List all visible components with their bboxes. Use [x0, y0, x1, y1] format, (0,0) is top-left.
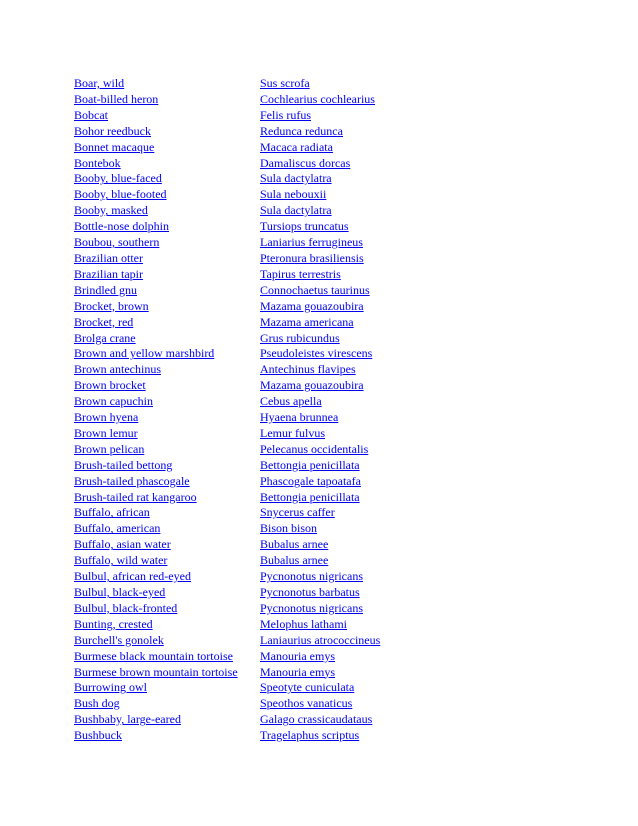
common-name-link[interactable]: Bulbul, black-eyed — [74, 585, 166, 599]
common-name-link[interactable]: Burchell's gonolek — [74, 632, 164, 647]
scientific-name-cell — [260, 108, 460, 124]
common-name-link[interactable]: Brindled gnu — [74, 282, 137, 297]
scientific-name-cell — [260, 203, 460, 219]
scientific-name-cell — [260, 410, 460, 426]
scientific-name-link[interactable]: Pycnonotus nigricans — [260, 569, 363, 584]
table-row — [74, 76, 460, 92]
common-name-cell — [74, 505, 260, 521]
scientific-name-link[interactable]: Manouria emys — [260, 664, 335, 679]
common-name-cell — [74, 426, 260, 442]
scientific-name-link[interactable]: Tapirus terrestris — [260, 266, 341, 281]
common-name-cell — [74, 140, 260, 156]
table-row — [74, 617, 460, 633]
scientific-name-link[interactable]: Laniaurius atrococcineus — [260, 632, 381, 647]
table-row — [74, 362, 460, 378]
common-name-link[interactable]: Bushbaby, large-eared — [74, 712, 181, 727]
scientific-name-link[interactable]: Snycerus caffer — [260, 505, 335, 520]
table-row — [74, 728, 460, 744]
scientific-name-link[interactable]: Sus scrofa — [260, 76, 310, 90]
scientific-name-cell — [260, 283, 460, 299]
scientific-name-link[interactable]: Mazama gouazoubira — [260, 378, 364, 393]
table-row — [74, 649, 460, 665]
scientific-name-cell — [260, 585, 460, 601]
scientific-name-cell — [260, 665, 460, 681]
scientific-name-link[interactable]: Tragelaphus scriptus — [260, 728, 360, 743]
common-name-cell — [74, 156, 260, 172]
common-name-link[interactable]: Burmese brown mountain tortoise — [74, 664, 238, 679]
table-row — [74, 219, 460, 235]
scientific-name-cell — [260, 92, 460, 108]
table-row — [74, 410, 460, 426]
common-name-link[interactable]: Brown lemur — [74, 425, 138, 440]
common-name-cell — [74, 521, 260, 537]
common-name-cell — [74, 267, 260, 283]
table-row — [74, 108, 460, 124]
common-name-cell — [74, 712, 260, 728]
common-name-cell — [74, 187, 260, 203]
scientific-name-link[interactable]: Sula dactylatra — [260, 171, 332, 186]
scientific-name-cell — [260, 569, 460, 585]
common-name-cell — [74, 537, 260, 553]
common-name-link[interactable]: Bulbul, african red-eyed — [74, 569, 191, 584]
common-name-link[interactable]: Brown and yellow marshbird — [74, 346, 215, 361]
common-name-cell — [74, 76, 260, 92]
scientific-name-link[interactable]: Mazama gouazoubira — [260, 298, 364, 313]
table-row — [74, 140, 460, 156]
scientific-name-link[interactable]: Pteronura brasiliensis — [260, 250, 364, 265]
common-name-link[interactable]: Brush-tailed phascogale — [74, 473, 190, 488]
common-name-link[interactable]: Buffalo, asian water — [74, 537, 171, 552]
common-name-cell — [74, 362, 260, 378]
common-name-link[interactable]: Brocket, red — [74, 314, 134, 329]
scientific-name-link[interactable]: Melophus lathami — [260, 616, 347, 631]
table-row — [74, 346, 460, 362]
common-name-link[interactable]: Burrowing owl — [74, 680, 147, 695]
common-name-link[interactable]: Booby, blue-footed — [74, 187, 167, 202]
scientific-name-cell — [260, 649, 460, 665]
table-row — [74, 299, 460, 315]
scientific-name-link[interactable]: Galago crassicaudataus — [260, 712, 373, 727]
table-row — [74, 187, 460, 203]
scientific-name-link[interactable]: Manouria emys — [260, 648, 335, 663]
scientific-name-link[interactable]: Grus rubicundus — [260, 330, 340, 345]
common-name-link[interactable]: Boubou, southern — [74, 235, 160, 250]
scientific-name-link[interactable]: Pelecanus occidentalis — [260, 441, 369, 456]
common-name-cell — [74, 649, 260, 665]
common-name-cell — [74, 474, 260, 490]
scientific-name-cell — [260, 442, 460, 458]
scientific-name-cell — [260, 124, 460, 140]
scientific-name-link[interactable]: Bettongia penicillata — [260, 489, 360, 504]
table-row — [74, 394, 460, 410]
scientific-name-cell — [260, 219, 460, 235]
scientific-name-cell — [260, 601, 460, 617]
scientific-name-cell — [260, 76, 460, 92]
scientific-name-cell — [260, 458, 460, 474]
table-row — [74, 553, 460, 569]
scientific-name-cell — [260, 426, 460, 442]
common-name-cell — [74, 458, 260, 474]
table-row — [74, 331, 460, 347]
common-name-cell — [74, 283, 260, 299]
scientific-name-cell — [260, 299, 460, 315]
table-row — [74, 537, 460, 553]
common-name-cell — [74, 299, 260, 315]
scientific-name-cell — [260, 633, 460, 649]
scientific-name-link[interactable]: Cebus apella — [260, 394, 322, 409]
common-name-cell — [74, 331, 260, 347]
table-row — [74, 442, 460, 458]
common-name-cell — [74, 251, 260, 267]
scientific-name-cell — [260, 251, 460, 267]
table-row — [74, 426, 460, 442]
scientific-name-link[interactable]: Redunca redunca — [260, 123, 343, 138]
common-name-cell — [74, 442, 260, 458]
common-name-link[interactable]: Bottle-nose dolphin — [74, 219, 169, 234]
common-name-link[interactable]: Bulbul, black-fronted — [74, 600, 178, 615]
scientific-name-cell — [260, 696, 460, 712]
scientific-name-cell — [260, 394, 460, 410]
common-name-link[interactable]: Brazilian otter — [74, 250, 143, 265]
common-name-cell — [74, 553, 260, 569]
scientific-name-link[interactable]: Speotyte cuniculata — [260, 680, 355, 695]
common-name-link[interactable]: Brush-tailed bettong — [74, 457, 173, 472]
common-name-link[interactable]: Buffalo, wild water — [74, 553, 168, 568]
table-row — [74, 267, 460, 283]
table-row — [74, 92, 460, 108]
scientific-name-cell — [260, 331, 460, 347]
common-name-cell — [74, 569, 260, 585]
common-name-link[interactable]: Booby, masked — [74, 203, 148, 218]
scientific-name-link[interactable]: Sula nebouxii — [260, 187, 327, 202]
scientific-name-cell — [260, 187, 460, 203]
common-name-cell — [74, 665, 260, 681]
common-name-link[interactable]: Booby, blue-faced — [74, 171, 162, 186]
scientific-name-link[interactable]: Mazama americana — [260, 314, 354, 329]
common-name-link[interactable]: Bohor reedbuck — [74, 123, 151, 138]
scientific-name-cell — [260, 362, 460, 378]
table-row — [74, 474, 460, 490]
common-name-cell — [74, 633, 260, 649]
common-name-link[interactable]: Bush dog — [74, 696, 120, 711]
table-row — [74, 458, 460, 474]
scientific-name-cell — [260, 171, 460, 187]
common-name-link[interactable]: Bontebok — [74, 155, 121, 170]
common-name-link[interactable]: Brown hyena — [74, 410, 139, 425]
common-name-cell — [74, 490, 260, 506]
scientific-name-cell — [260, 537, 460, 553]
scientific-name-link[interactable]: Bison bison — [260, 521, 318, 536]
table-row — [74, 235, 460, 251]
scientific-name-link[interactable]: Speothos vanaticus — [260, 696, 353, 711]
common-name-link[interactable]: Bobcat — [74, 107, 108, 122]
scientific-name-link[interactable]: Pycnonotus barbatus — [260, 585, 360, 599]
common-name-cell — [74, 203, 260, 219]
table-row — [74, 203, 460, 219]
common-name-link[interactable]: Brown capuchin — [74, 394, 153, 409]
common-name-cell — [74, 378, 260, 394]
scientific-name-cell — [260, 490, 460, 506]
common-name-cell — [74, 346, 260, 362]
common-name-link[interactable]: Bushbuck — [74, 728, 122, 743]
scientific-name-link[interactable]: Felis rufus — [260, 107, 311, 122]
scientific-name-cell — [260, 235, 460, 251]
table-row — [74, 633, 460, 649]
common-name-link[interactable]: Buffalo, american — [74, 521, 161, 536]
common-name-link[interactable]: Brush-tailed rat kangaroo — [74, 489, 197, 504]
scientific-name-cell — [260, 378, 460, 394]
table-row — [74, 251, 460, 267]
scientific-name-cell — [260, 521, 460, 537]
scientific-name-cell — [260, 140, 460, 156]
table-row — [74, 505, 460, 521]
scientific-name-cell — [260, 315, 460, 331]
common-name-link[interactable]: Brocket, brown — [74, 298, 149, 313]
common-name-link[interactable]: Brazilian tapir — [74, 266, 143, 281]
table-row — [74, 490, 460, 506]
table-row — [74, 601, 460, 617]
table-row — [74, 378, 460, 394]
scientific-name-link[interactable]: Bettongia penicillata — [260, 457, 360, 472]
scientific-name-link[interactable]: Laniarius ferrugineus — [260, 235, 363, 250]
common-name-cell — [74, 219, 260, 235]
table-row — [74, 680, 460, 696]
common-name-link[interactable]: Brolga crane — [74, 330, 136, 345]
scientific-name-link[interactable]: Hyaena brunnea — [260, 410, 339, 425]
common-name-cell — [74, 410, 260, 426]
common-name-link[interactable]: Buffalo, african — [74, 505, 150, 520]
scientific-name-link[interactable]: Damaliscus dorcas — [260, 155, 351, 170]
scientific-name-cell — [260, 728, 460, 744]
common-name-cell — [74, 585, 260, 601]
table-row — [74, 521, 460, 537]
scientific-name-cell — [260, 553, 460, 569]
scientific-name-link[interactable]: Lemur fulvus — [260, 425, 325, 440]
scientific-name-link[interactable]: Pseudoleistes virescens — [260, 346, 373, 361]
table-row — [74, 585, 460, 601]
scientific-name-link[interactable]: Macaca radiata — [260, 139, 333, 154]
common-name-link[interactable]: Brown brocket — [74, 378, 146, 393]
common-name-cell — [74, 696, 260, 712]
table-row — [74, 156, 460, 172]
common-name-cell — [74, 617, 260, 633]
common-name-cell — [74, 680, 260, 696]
common-name-cell — [74, 601, 260, 617]
scientific-name-cell — [260, 617, 460, 633]
table-row — [74, 171, 460, 187]
scientific-name-cell — [260, 712, 460, 728]
scientific-name-link[interactable]: Phascogale tapoatafa — [260, 473, 361, 488]
common-name-cell — [74, 315, 260, 331]
scientific-name-link[interactable]: Antechinus flavipes — [260, 362, 356, 377]
common-name-cell — [74, 235, 260, 251]
table-row — [74, 712, 460, 728]
scientific-name-cell — [260, 267, 460, 283]
common-name-link[interactable]: Brown pelican — [74, 441, 145, 456]
scientific-name-link[interactable]: Tursiops truncatus — [260, 219, 349, 234]
scientific-name-cell — [260, 156, 460, 172]
common-name-link[interactable]: Boar, wild — [74, 76, 125, 90]
species-table-body — [74, 76, 460, 744]
table-row — [74, 696, 460, 712]
scientific-name-cell — [260, 505, 460, 521]
table-row — [74, 569, 460, 585]
common-name-link[interactable]: Bonnet macaque — [74, 139, 155, 154]
scientific-name-link[interactable]: Bubalus arnee — [260, 553, 329, 568]
common-name-link[interactable]: Boat-billed heron — [74, 91, 159, 106]
scientific-name-cell — [260, 346, 460, 362]
common-name-cell — [74, 108, 260, 124]
common-name-cell — [74, 394, 260, 410]
scientific-name-link[interactable]: Pycnonotus nigricans — [260, 600, 363, 615]
scientific-name-cell — [260, 474, 460, 490]
scientific-name-link[interactable]: Cochlearius cochlearius — [260, 91, 375, 106]
common-name-cell — [74, 124, 260, 140]
common-name-link[interactable]: Brown antechinus — [74, 362, 161, 377]
common-name-cell — [74, 171, 260, 187]
scientific-name-link[interactable]: Sula dactylatra — [260, 203, 332, 218]
common-name-cell — [74, 728, 260, 744]
scientific-name-cell — [260, 680, 460, 696]
common-name-link[interactable]: Bunting, crested — [74, 616, 153, 631]
table-row — [74, 124, 460, 140]
table-row — [74, 283, 460, 299]
scientific-name-link[interactable]: Connochaetus taurinus — [260, 282, 370, 297]
table-row — [74, 315, 460, 331]
common-name-cell — [74, 92, 260, 108]
species-table — [74, 76, 460, 744]
table-row — [74, 665, 460, 681]
common-name-link[interactable]: Burmese black mountain tortoise — [74, 648, 233, 663]
scientific-name-link[interactable]: Bubalus arnee — [260, 537, 329, 552]
